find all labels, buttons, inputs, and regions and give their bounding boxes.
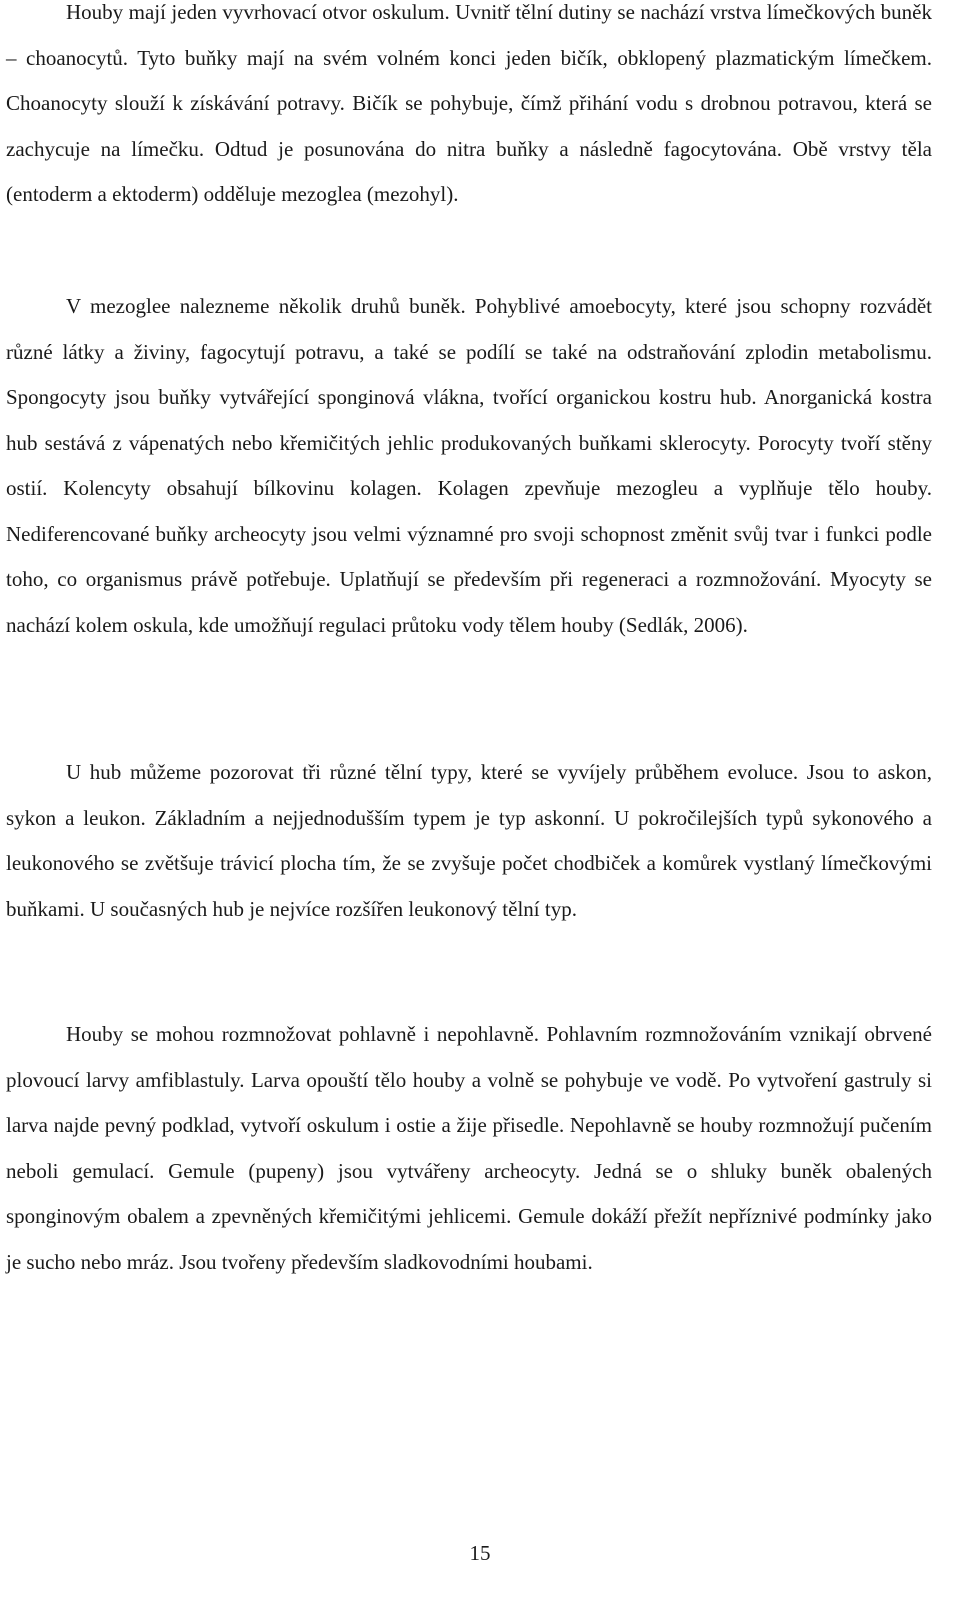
paragraph-choanocytes: Houby mají jeden vyvrhovací otvor oskulum. Uvnitř tělní dutiny se nachází vrstva límečkových buněk – choanocytů. Tyto buňky mají na svém volném konci jeden bičík, obklopený plazmatickým límečkem. Choanocyty slouží k získávání potravy. Bičík se pohybuje, čímž přihání vodu s drobnou potravou, která se zachycuje na límečku. Odtud je posunována do nitra buňky a následně fagocytována. Obě vrstvy těla (entoderm a ektoderm) odděluje mezoglea (mezohyl). [6, 0, 932, 206]
paragraph-mezoglea-cells: V mezoglee nalezneme několik druhů buněk. Pohyblivé amoebocyty, které jsou schopny rozvádět různé látky a živiny, fagocytují potravu, a také se podílí se také na odstraňování zplodin metabolismu. Spongocyty jsou buňky vytvářející sponginová vlákna, tvořící organickou kostru hub. Anorganická kostra hub sestává z vápenatých nebo křemičitých jehlic produkovaných buňkami sklerocyty. Porocyty tvoří stěny ostií. Kolencyty obsahují bílkovinu kolagen. Kolagen zpevňuje mezogleu a vyplňuje tělo houby. Nediferencované buňky archeocyty jsou velmi významné pro svoji schopnost změnit svůj tvar i funkci podle toho, co organismus právě potřebuje. Uplatňují se především při regeneraci a rozmnožování. Myocyty se nachází kolem oskula, kde umožňují regulaci průtoku vody tělem houby (Sedlák, 2006). [6, 294, 932, 637]
page-number: 15 [469, 1541, 491, 1565]
paragraph-reproduction: Houby se mohou rozmnožovat pohlavně i nepohlavně. Pohlavním rozmnožováním vznikají obrvené plovoucí larvy amfiblastuly. Larva opouští tělo houby a volně se pohybuje ve vodě. Po vytvoření gastruly si larva najde pevný podklad, vytvoří oskulum i ostie a žije přisedle. Nepohlavně se houby rozmnožují pučením neboli gemulací. Gemule (pupeny) jsou vytvářeny archeocyty. Jedná se o shluky buněk obalených sponginovým obalem a zpevněných křemičitými jehlicemi. Gemule dokáží přežít nepříznivé podmínky jako je sucho nebo mráz. Jsou tvořeny především sladkovodními houbami. [6, 1022, 932, 1274]
paragraph-body-types: U hub můžeme pozorovat tři různé tělní typy, které se vyvíjely průběhem evoluce. Jsou to askon, sykon a leukon. Základním a nejjednodušším typem je typ askonní. U pokročilejších typů sykonového a leukonového se zvětšuje trávicí plocha tím, že se zvyšuje počet chodbiček a komůrek vystlaný límečkovými buňkami. U současných hub je nejvíce rozšířen leukonový tělní typ. [6, 760, 932, 921]
